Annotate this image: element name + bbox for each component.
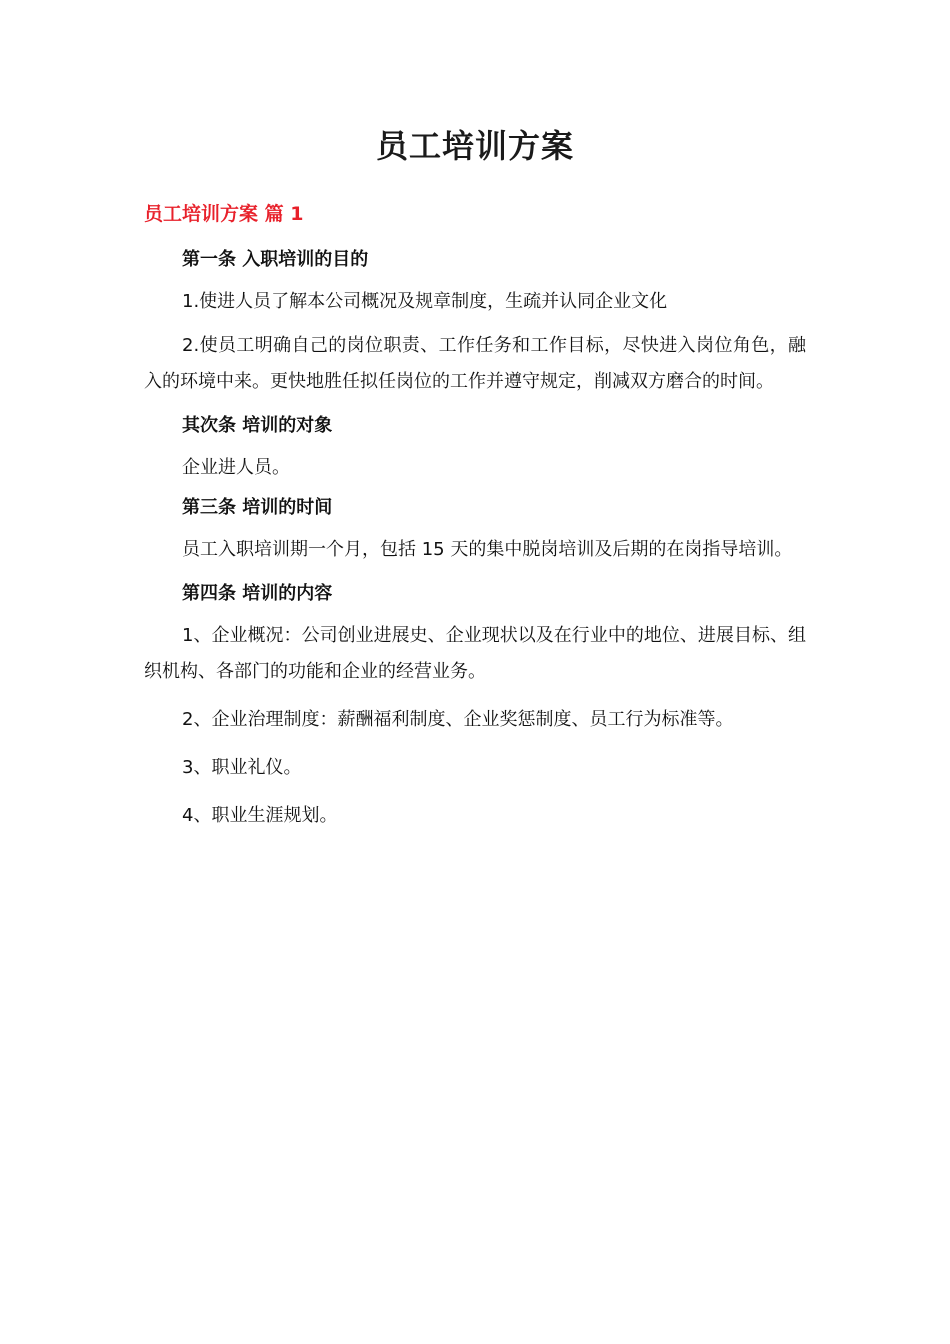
article-1: [144, 246, 806, 400]
paragraph: 3、职业礼仪。: [182, 757, 302, 778]
article-heading: 第一条 入职培训的目的: [182, 249, 369, 270]
paragraph: 企业进人员。: [182, 457, 290, 478]
document-title: 员工培训方案: [375, 127, 574, 165]
article-heading: 第三条 培训的时间: [182, 497, 333, 518]
article-2: [144, 412, 806, 486]
paragraph: 2.使员工明确自己的岗位职责、工作任务和工作目标，尽快进入岗位角色，融入的环境中来。更快地胜任拟任岗位的工作并遵守规定，削减双方磨合的时间。: [144, 335, 806, 392]
document-body: [144, 246, 806, 846]
section-heading: 员工培训方案 篇 1: [144, 203, 304, 225]
article-heading: 第四条 培训的内容: [182, 583, 333, 604]
article-heading: 其次条 培训的对象: [182, 415, 333, 436]
article-4: [144, 580, 806, 834]
paragraph: 1.使进人员了解本公司概况及规章制度，生疏并认同企业文化: [182, 291, 668, 312]
paragraph: 2、企业治理制度：薪酬福利制度、企业奖惩制度、员工行为标准等。: [182, 709, 734, 730]
paragraph: 员工入职培训期一个月，包括 15 天的集中脱岗培训及后期的在岗指导培训。: [182, 539, 793, 560]
paragraph: 4、职业生涯规划。: [182, 805, 338, 826]
paragraph: 1、企业概况：公司创业进展史、企业现状以及在行业中的地位、进展目标、组织机构、各部门的功能和企业的经营业务。: [144, 625, 806, 682]
article-3: [144, 494, 806, 568]
